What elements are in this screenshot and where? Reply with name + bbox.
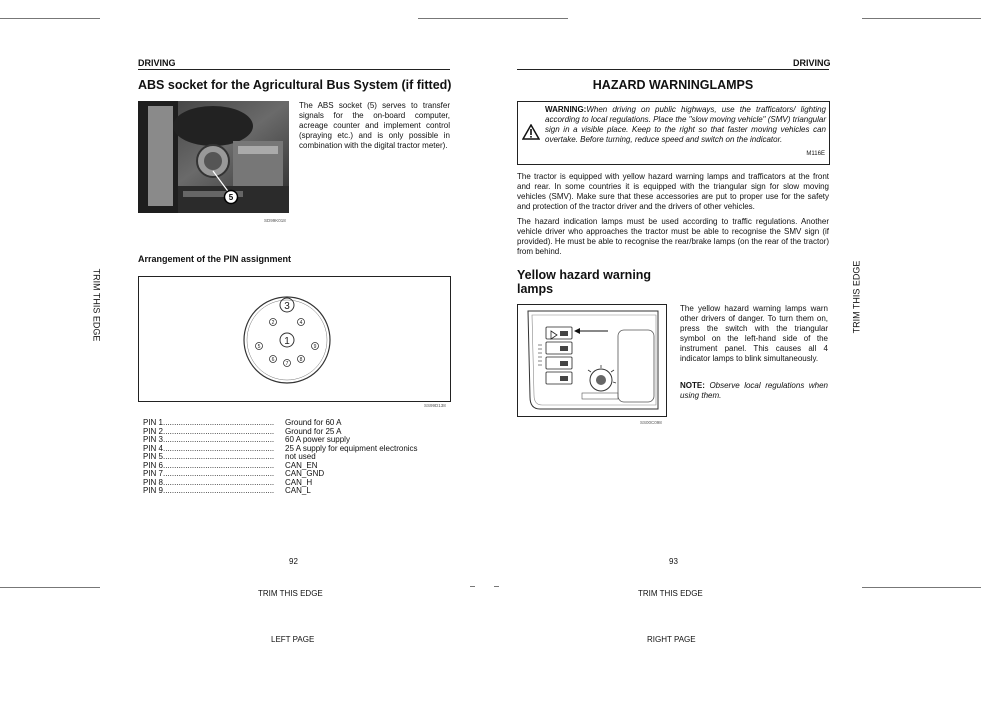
note-text — [680, 381, 828, 401]
socket-pin-9: 9 — [313, 344, 317, 350]
pin-assignment-list — [143, 419, 453, 496]
hazard-paragraph-2: The hazard indication lamps must be used according to traffic regulations. Another vehicle driver who approaches the tractor must be able to recognise the SMV sign (if provided). He must be able to recognise the rear/brake lamps (on the rear of the tractor) from behind. — [517, 217, 829, 256]
socket-pin-2: 2 — [271, 320, 275, 326]
left-header-rule — [138, 69, 450, 70]
pin-row: PIN 2 .................................................. Ground for 25 A — [143, 426, 342, 436]
trim-mark — [0, 18, 100, 19]
hazard-paragraphs — [517, 172, 829, 262]
pin-row: PIN 7 .................................................. CAN_GND — [143, 469, 325, 478]
warning-label: WARNING: — [545, 105, 587, 114]
right-page-label: RIGHT PAGE — [647, 635, 696, 644]
left-page-label: LEFT PAGE — [271, 635, 315, 644]
hazard-paragraph-1: The tractor is equipped with yellow hazard warning lamps and trafficators at the front and rear. In some countries it is equipped with the triangular sign for slow moving vehicles (SMV). Make sure that these accessories are put to proper use for the safety and protection of the tractor driver and the drivers of other vehicles. — [517, 172, 829, 211]
left-page-number: 92 — [289, 557, 298, 566]
diagram-code: SS99D138 — [424, 403, 446, 408]
socket-pin-3: 3 — [284, 301, 290, 312]
socket-pin-8: 8 — [299, 357, 303, 363]
instrument-panel-figure — [517, 304, 667, 417]
yellow-lamps-subtitle-line2: lamps — [517, 282, 554, 296]
pin-label: PIN 1 — [143, 418, 164, 427]
pin-row: PIN 1 .................................................. Ground for 60 A — [143, 418, 342, 427]
right-page-number: 93 — [669, 557, 678, 566]
pin-description: Ground for 60 A — [285, 418, 342, 427]
trim-mark — [862, 18, 981, 19]
pin-label: PIN 3 — [143, 435, 164, 444]
socket-pin-7: 7 — [285, 361, 289, 367]
photo-code: SD99K018 — [264, 218, 286, 223]
socket-pin-1: 1 — [284, 336, 290, 347]
left-trim-bottom: TRIM THIS EDGE — [258, 589, 323, 598]
trim-mark — [418, 18, 568, 19]
pin-description: not used — [285, 452, 316, 461]
pin-row: PIN 3 .................................................. 60 A power supply — [143, 435, 350, 444]
pin-description: Ground for 25 A — [285, 426, 342, 436]
pin-row: PIN 9 .................................................. CAN_L — [143, 486, 311, 495]
right-header-rule — [517, 69, 829, 70]
pin-label: PIN 7 — [143, 469, 164, 478]
pin-description: 25 A supply for equipment electronics — [285, 443, 418, 453]
trim-mark — [470, 586, 475, 587]
note-body: Observe local regulations when using them. — [680, 381, 828, 400]
pin-label: PIN 5 — [143, 452, 164, 461]
warning-triangle-icon — [522, 124, 540, 140]
trim-mark — [494, 586, 499, 587]
pin-arrangement-diagram — [138, 276, 451, 402]
pin-label: PIN 6 — [143, 460, 164, 470]
warning-code: M116E — [806, 151, 825, 157]
pin-row: PIN 6 .................................................. CAN_EN — [143, 460, 318, 470]
pin-description: CAN_L — [285, 486, 311, 495]
trim-mark — [862, 587, 981, 588]
pin-label: PIN 9 — [143, 486, 164, 495]
pin-label: PIN 4 — [143, 443, 164, 453]
right-trim-bottom: TRIM THIS EDGE — [638, 589, 703, 598]
yellow-lamps-subtitle — [517, 268, 651, 296]
photo-callout-number: 5 — [228, 193, 234, 202]
pin-description: 60 A power supply — [285, 435, 350, 444]
abs-socket-photo — [138, 101, 289, 213]
right-page-title: HAZARD WARNINGLAMPS — [592, 78, 754, 92]
warning-text: When driving on public highways, use the trafficators/ lighting according to local regulations. Place the "slow moving vehicle" (SMV) triangular sign in a visible place. Keep to the right so that faster moving vehicles can overtake. Before turning, reduce speed and switch on the indicator. — [545, 105, 826, 144]
abs-intro-text: The ABS socket (5) serves to transfer signals for the on-board computer, acreage counter and implement control (spraying etc.) and is only possible in combination with the digital tractor meter). — [299, 101, 450, 150]
pin-section-subtitle: Arrangement of the PIN assignment — [138, 254, 292, 264]
pin-row: PIN 8 .................................................. CAN_H — [143, 477, 313, 487]
yellow-lamps-subtitle-line1: Yellow hazard warning — [517, 268, 652, 282]
lamp-description: The yellow hazard warning lamps warn other drivers of danger. To turn them on, press the switch with the triangular symbol on the left-hand side of the instrument panel. This causes all 4 indicator lamps to blink simultaneously. — [680, 304, 828, 363]
pin-label: PIN 2 — [143, 426, 164, 436]
pin-description: CAN_H — [285, 477, 313, 487]
trim-side-right: TRIM THIS EDGE — [851, 260, 862, 334]
pin-row: PIN 5 .................................................. not used — [143, 452, 316, 461]
left-page-title: ABS socket for the Agricultural Bus System (if fitted) — [138, 78, 452, 92]
trim-mark — [0, 587, 100, 588]
trim-side-left: TRIM THIS EDGE — [91, 268, 102, 342]
pin-description: CAN_EN — [285, 460, 318, 470]
socket-pin-4: 4 — [299, 320, 303, 326]
left-running-header: DRIVING — [138, 58, 176, 68]
socket-pin-5: 5 — [257, 344, 261, 350]
socket-pin-6: 6 — [271, 357, 275, 363]
figure-code: SS00C098 — [640, 420, 662, 425]
pin-row: PIN 4 .................................................. 25 A supply for equipment electronics — [143, 443, 418, 453]
pin-description: CAN_GND — [285, 469, 325, 478]
right-running-header: DRIVING — [793, 58, 831, 68]
pin-label: PIN 8 — [143, 477, 164, 487]
warning-box — [517, 101, 830, 165]
note-label: NOTE: — [680, 381, 705, 390]
